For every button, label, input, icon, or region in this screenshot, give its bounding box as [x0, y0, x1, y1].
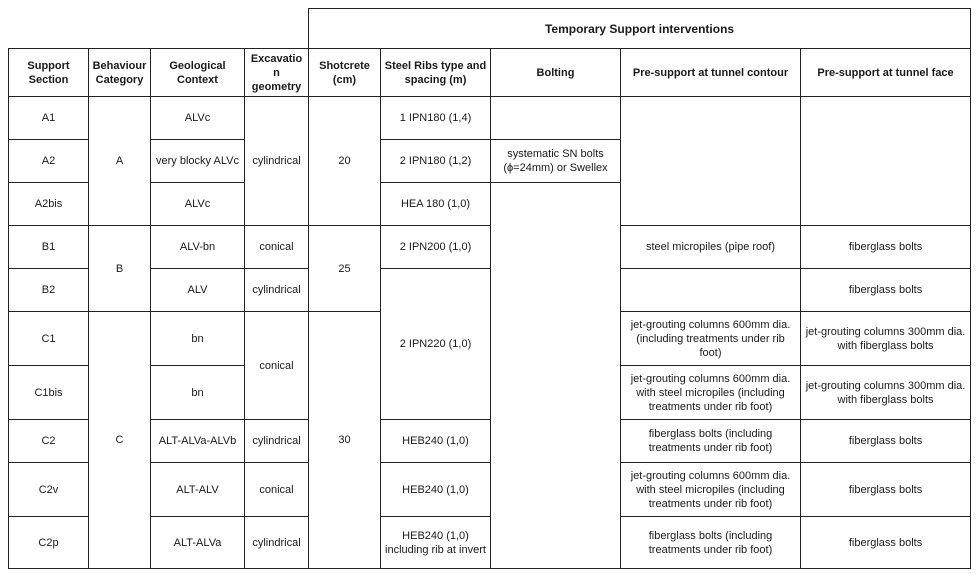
cell-category: B [89, 226, 151, 312]
cell-geometry: conical [245, 226, 309, 269]
cell-contour [621, 269, 801, 312]
cell-bolting-empty [491, 183, 621, 569]
cell-category: A [89, 97, 151, 226]
cell-contour: fiberglass bolts (including treatments under rib foot) [621, 517, 801, 569]
table-row [9, 226, 971, 269]
cell-section: C1bis [9, 366, 89, 420]
table-row [9, 269, 971, 312]
cell-section: C1 [9, 312, 89, 366]
cell-ribs: 2 IPN200 (1,0) [381, 226, 491, 269]
table-row [9, 517, 971, 569]
cell-geo: very blocky ALVc [151, 140, 245, 183]
cell-geo: ALT-ALVa [151, 517, 245, 569]
cell-ribs: HEA 180 (1,0) [381, 183, 491, 226]
cell-geo: ALVc [151, 97, 245, 140]
cell-section: A1 [9, 97, 89, 140]
table-row [9, 97, 971, 140]
cell-bolting: systematic SN bolts (ϕ=24mm) or Swellex [491, 140, 621, 183]
cell-ribs: 2 IPN180 (1,2) [381, 140, 491, 183]
cell-shotcrete: 30 [309, 312, 381, 569]
cell-bolting-empty [491, 97, 621, 140]
cell-section: B2 [9, 269, 89, 312]
cell-geo: bn [151, 366, 245, 420]
cell-section: A2 [9, 140, 89, 183]
cell-contour: fiberglass bolts (including treatments under rib foot) [621, 420, 801, 463]
cell-section: C2p [9, 517, 89, 569]
cell-geometry: conical [245, 463, 309, 517]
cell-geometry: conical [245, 312, 309, 420]
cell-contour: steel micropiles (pipe roof) [621, 226, 801, 269]
cell-face: fiberglass bolts [801, 463, 971, 517]
cell-face: fiberglass bolts [801, 420, 971, 463]
cell-category: C [89, 312, 151, 569]
cell-ribs: HEB240 (1,0) including rib at invert [381, 517, 491, 569]
cell-geo: ALVc [151, 183, 245, 226]
header-support-section: Support Section [9, 49, 89, 97]
header-bolting: Bolting [491, 49, 621, 97]
cell-geometry: cylindrical [245, 269, 309, 312]
cell-section: A2bis [9, 183, 89, 226]
cell-ribs: 2 IPN220 (1,0) [381, 269, 491, 420]
header-behaviour-category: Behaviour Category [89, 49, 151, 97]
cell-face: fiberglass bolts [801, 226, 971, 269]
header-steel-ribs: Steel Ribs type and spacing (m) [381, 49, 491, 97]
header-excavation-geometry: Excavation geometry [245, 49, 309, 97]
cell-face-empty [801, 97, 971, 226]
table-title: Temporary Support interventions [309, 9, 971, 49]
cell-face: fiberglass bolts [801, 517, 971, 569]
cell-geometry: cylindrical [245, 97, 309, 226]
cell-geo: ALV-bn [151, 226, 245, 269]
cell-geo: bn [151, 312, 245, 366]
cell-contour: jet-grouting columns 600mm dia. with steel micropiles (including treatments under rib foot) [621, 366, 801, 420]
cell-face: jet-grouting columns 300mm dia. with fiberglass bolts [801, 366, 971, 420]
cell-geometry: cylindrical [245, 420, 309, 463]
blank-corner [9, 9, 309, 49]
cell-geometry: cylindrical [245, 517, 309, 569]
cell-contour: jet-grouting columns 600mm dia. (including treatments under rib foot) [621, 312, 801, 366]
cell-shotcrete: 20 [309, 97, 381, 226]
cell-ribs: 1 IPN180 (1,4) [381, 97, 491, 140]
cell-geo: ALT-ALV [151, 463, 245, 517]
header-pre-support-face: Pre-support at tunnel face [801, 49, 971, 97]
cell-contour: jet-grouting columns 600mm dia. with steel micropiles (including treatments under rib foot) [621, 463, 801, 517]
cell-contour-empty [621, 97, 801, 226]
cell-ribs: HEB240 (1,0) [381, 463, 491, 517]
table-row [9, 420, 971, 463]
cell-face: fiberglass bolts [801, 269, 971, 312]
cell-ribs: HEB240 (1,0) [381, 420, 491, 463]
cell-geo: ALT-ALVa-ALVb [151, 420, 245, 463]
header-shotcrete: Shotcrete (cm) [309, 49, 381, 97]
cell-section: C2 [9, 420, 89, 463]
cell-section: B1 [9, 226, 89, 269]
cell-section: C2v [9, 463, 89, 517]
header-geological-context: Geological Context [151, 49, 245, 97]
support-table [8, 8, 971, 569]
cell-face: jet-grouting columns 300mm dia. with fiberglass bolts [801, 312, 971, 366]
cell-shotcrete: 25 [309, 226, 381, 312]
header-pre-support-contour: Pre-support at tunnel contour [621, 49, 801, 97]
cell-geo: ALV [151, 269, 245, 312]
table-row [9, 463, 971, 517]
